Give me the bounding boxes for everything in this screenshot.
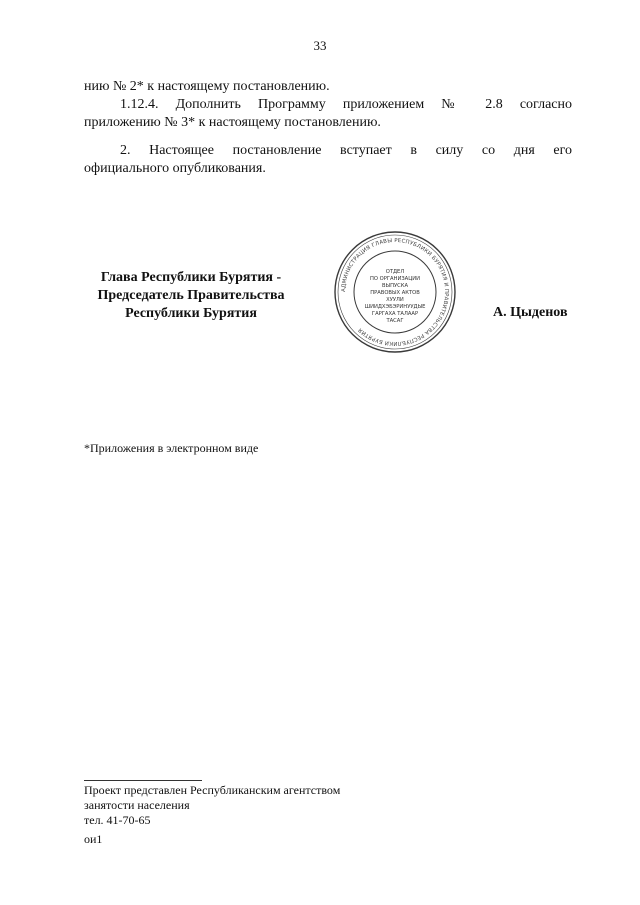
stamp-line: ТАСАГ [386, 318, 404, 324]
official-stamp [333, 230, 457, 354]
signer-title-line: Глава Республики Бурятия - [100, 270, 282, 285]
stamp-line: ХУУЛИ [386, 297, 404, 303]
stamp-line: ПРАВОВЫХ АКТОВ [370, 290, 420, 296]
stamp-line: ВЫПУСКА [381, 283, 409, 289]
paragraph-line: приложению № 3* к настоящему постановлению. [84, 115, 381, 130]
paragraph-line: нию № 2* к настоящему постановлению. [84, 79, 330, 94]
footer-line: занятости населения [84, 798, 190, 812]
footer-divider [84, 780, 202, 781]
stamp-line: ГАРГАХА ТАЛААР [371, 311, 419, 317]
footer-line: Проект представлен Республиканским агентством [84, 783, 341, 797]
paragraph-continuation [84, 78, 572, 96]
stamp-line: ПО ОРГАНИЗАЦИИ [369, 276, 421, 282]
signer-title-line: Председатель Правительства [97, 288, 285, 303]
paragraph-line: 1.12.4. Дополнить Программу приложением № 2.8 согласно [120, 97, 572, 112]
paragraph-2-effective [84, 142, 572, 178]
stamp-line: ШИИДХЭБЭРИНУУДЫЕ [364, 304, 426, 310]
stamp-line: ОТДЕЛ [385, 269, 405, 275]
footer-line: тел. 41-70-65 [84, 813, 151, 827]
page-number: 33 [313, 38, 327, 53]
paragraph-1-12-4 [84, 96, 572, 132]
document-code: ои1 [84, 832, 103, 846]
signer-title-line: Республики Бурятия [125, 306, 257, 321]
signer-title [80, 269, 302, 323]
paragraph-line: официального опубликования. [84, 161, 266, 176]
signatory-name: А. Цыденов [493, 305, 568, 320]
footer-contact [84, 783, 340, 828]
stamp-ring-text: АДМИНИСТРАЦИЯ ГЛАВЫ РЕСПУБЛИКИ БУРЯТИЯ И ПРАВИТЕЛЬСТВА РЕСПУБЛИКИ БУРЯТИЯ [340, 237, 450, 347]
footnote: *Приложения в электронном виде [84, 441, 259, 455]
paragraph-line: 2. Настоящее постановление вступает в силу со дня его [120, 143, 572, 158]
